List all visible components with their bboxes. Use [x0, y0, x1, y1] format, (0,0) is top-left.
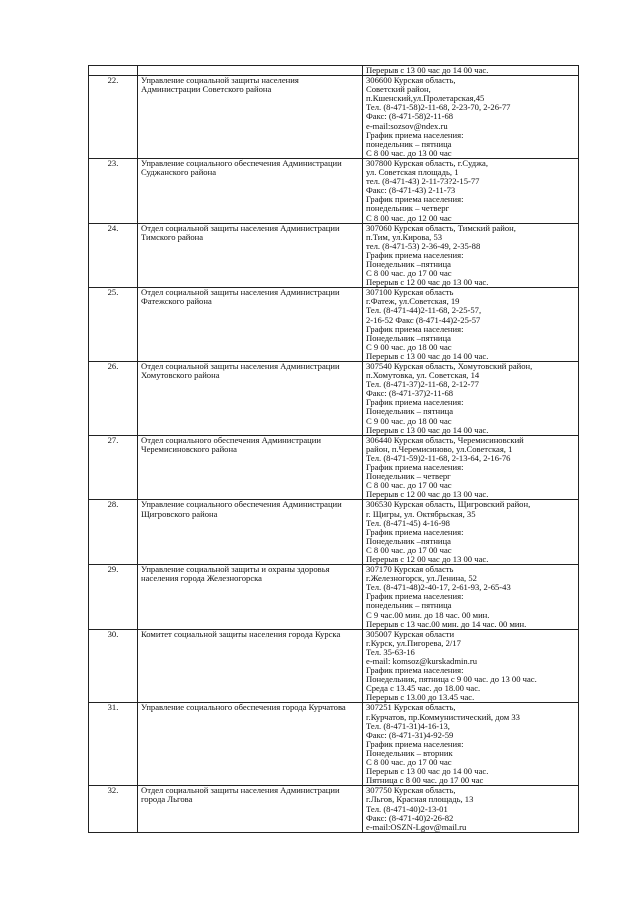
contact-line: 307540 Курская область, Хомутовский район,	[366, 362, 533, 371]
table-row	[89, 629, 579, 703]
contact-details	[363, 223, 579, 288]
contact-line: Понедельник –пятница	[366, 536, 451, 546]
contact-line: С 8 00 час. до 17 00 час	[366, 269, 452, 279]
contact-line: Понедельник –пятница	[366, 259, 451, 269]
contact-line: г.Курчатов, пр.Коммунистический, дом 33	[366, 712, 520, 722]
contact-line: п.Хомутовка, ул. Советская, 14	[366, 371, 480, 381]
contact-line: 307750 Курская область,	[366, 786, 456, 796]
table-row	[89, 500, 579, 565]
contact-line: 307251 Курская область,	[366, 703, 456, 713]
contact-line: Понедельник, пятница с 9 00 час. до 13 00 час.	[366, 675, 537, 685]
contact-details	[363, 629, 579, 703]
row-number: 26.	[89, 362, 138, 436]
table-row	[89, 703, 579, 786]
contact-line: Тел. (8-471-44)2-11-68, 2-25-57,	[366, 306, 482, 316]
contact-line: Тел. (8-471-59)2-11-68, 2-13-64, 2-16-76	[366, 453, 511, 463]
contact-line: С 9 00 час. до 18 00 час	[366, 342, 452, 352]
table-row-continuation	[89, 66, 579, 76]
contact-line: Перерыв с 12 00 час до 13 00 час.	[366, 490, 489, 500]
contact-line: Факс: (8-471-40)2-26-82	[366, 813, 454, 823]
contact-line: 307100 Курская область	[366, 288, 454, 298]
contact-details	[363, 703, 579, 786]
contact-line: понедельник – четверг	[366, 204, 450, 214]
contact-line: 2-16-52 Факс (8-471-44)2-25-57	[366, 315, 481, 325]
contact-line: Тел. (8-471-37)2-11-68, 2-12-77	[366, 380, 479, 390]
contact-line: График приема населения:	[366, 592, 464, 602]
contact-line: Факс: (8-471-37)2-11-68	[366, 389, 454, 399]
table-row	[89, 76, 579, 159]
contact-line: Советский район,	[366, 85, 431, 95]
contact-line: Понедельник – четверг	[366, 472, 451, 482]
row-number	[89, 66, 138, 76]
contact-line: С 9 00 час. до 18 00 час	[366, 416, 452, 426]
contact-details	[363, 288, 579, 362]
row-number: 32.	[89, 786, 138, 832]
contact-line: г.Железногорск, ул.Ленина, 52	[366, 574, 477, 584]
contact-line: График приема населения:	[366, 195, 464, 205]
contact-line: График приема населения:	[366, 130, 464, 140]
contact-line: Перерыв с 13 00 час до 14 00 час.	[366, 66, 489, 75]
organization-name: Отдел социальной защиты населения Администрации Хомутовского района	[138, 362, 363, 436]
contact-line: г.Льгов, Красная площадь, 13	[366, 795, 474, 805]
row-number: 29.	[89, 565, 138, 630]
contact-line: График приема населения:	[366, 463, 464, 473]
contact-line: e-mail:sozsov@ndex.ru	[366, 121, 448, 131]
contact-line: С 8 00 час. до 13 00 час	[366, 148, 452, 158]
table-body	[89, 66, 579, 833]
contact-line: График приема населения:	[366, 324, 464, 334]
contact-line: Тел. (8-471-31)4-16-13,	[366, 721, 450, 731]
contact-line: 307060 Курская область, Тимский район,	[366, 223, 516, 233]
contact-line: 307800 Курская область, г.Суджа,	[366, 158, 488, 168]
contact-line: С 8 00 час. до 17 00 час	[366, 481, 452, 491]
contact-line: Понедельник – вторник	[366, 748, 453, 758]
contact-line: Перерыв с 12 00 час до 13 00 час.	[366, 554, 489, 564]
contact-line: Тел. 35-63-16	[366, 647, 415, 657]
contact-details	[363, 362, 579, 436]
contact-line: 306600 Курская область,	[366, 76, 456, 86]
row-number: 25.	[89, 288, 138, 362]
row-number: 23.	[89, 158, 138, 223]
contact-line: График приема населения:	[366, 527, 464, 537]
contact-line: Понедельник – пятница	[366, 407, 454, 417]
contact-line: 305007 Курская области	[366, 629, 455, 639]
contact-line: Тел. (8-471-48)2-40-17, 2-61-93, 2-65-43	[366, 583, 511, 593]
contact-line: Факс: (8-471-58)2-11-68	[366, 112, 454, 122]
contact-line: понедельник – пятница	[366, 139, 452, 149]
contact-line: Перерыв с 13 00 час до 14 00 час.	[366, 425, 489, 435]
row-number: 27.	[89, 435, 138, 500]
contact-line: район, п.Черемисиново, ул.Советская, 1	[366, 444, 513, 454]
contact-line: График приема населения:	[366, 398, 464, 408]
contact-line: 306530 Курская область, Щигровский район,	[366, 500, 531, 510]
contact-line: Факс: (8-471-43) 2-11-73	[366, 186, 456, 196]
contact-line: г.Фатеж, ул.Советская, 19	[366, 297, 460, 307]
contact-line: 306440 Курская область, Черемисиновский	[366, 435, 524, 445]
organization-name: Отдел социального обеспечения Администрации Черемисиновского района	[138, 435, 363, 500]
organization-name: Управление социального обеспечения Администрации Щигровского района	[138, 500, 363, 565]
contact-details	[363, 158, 579, 223]
contact-line: Факс: (8-471-31)4-92-59	[366, 730, 454, 740]
contact-line: Понедельник –пятница	[366, 333, 451, 343]
organization-name: Отдел социальной защиты населения Администрации Фатежского района	[138, 288, 363, 362]
contact-details	[363, 76, 579, 159]
contact-line: С 8 00 час. до 17 00 час	[366, 545, 452, 555]
row-number: 30.	[89, 629, 138, 703]
contact-line: Перерыв с 13 час.00 мин. до 14 час. 00 мин.	[366, 619, 527, 629]
contact-line: тел. (8-471-43) 2-11-73?2-15-77	[366, 177, 480, 187]
contact-line: e-mail: komsoz@kurskadmin.ru	[366, 657, 478, 666]
contact-line: 307170 Курская область	[366, 565, 454, 575]
contact-line: С 9 час.00 мин. до 18 час. 00 мин.	[366, 610, 490, 620]
contact-details	[363, 565, 579, 630]
contact-line: Тел. (8-471-45) 4-16-98	[366, 518, 450, 528]
row-number: 28.	[89, 500, 138, 565]
contact-line: График приема населения:	[366, 666, 464, 676]
contact-details	[363, 435, 579, 500]
table-row	[89, 565, 579, 630]
organization-name: Отдел социальной защиты населения Администрации города Льгова	[138, 786, 363, 832]
contact-line: Тел. (8-471-40)2-13-01	[366, 804, 448, 814]
contact-line: Перерыв с 13 00 час до 14 00 час.	[366, 351, 489, 361]
contact-line: г.Курск, ул.Пигорева, 2/17	[366, 638, 461, 648]
organization-name	[138, 66, 363, 76]
contact-line: Пятница с 8 00 час. до 17 00 час	[366, 776, 484, 786]
row-number: 24.	[89, 223, 138, 288]
social-services-table	[88, 65, 579, 833]
table-row	[89, 786, 579, 832]
contact-line: Перерыв с 12 00 час до 13 00 час.	[366, 278, 489, 288]
contact-details	[363, 66, 579, 76]
contact-line: График приема населения:	[366, 250, 464, 260]
contact-details	[363, 786, 579, 832]
table-row	[89, 362, 579, 436]
contact-line: Перерыв с 13 00 час до 14 00 час.	[366, 767, 489, 777]
organization-name: Управление социального обеспечения Администрации Суджанского района	[138, 158, 363, 223]
table-row	[89, 158, 579, 223]
contact-line: e-mail:OSZN-Lgov@mail.ru	[366, 822, 467, 832]
contact-line: Тел. (8-471-58)2-11-68, 2-23-70, 2-26-77	[366, 103, 511, 113]
contact-line: п.Кшенский,ул.Пролетарская,45	[366, 94, 485, 104]
contact-line: Среда с 13.45 час. до 18.00 час.	[366, 684, 481, 694]
table-row	[89, 223, 579, 288]
contact-line: С 8 00 час. до 17 00 час	[366, 758, 452, 768]
contact-line: С 8 00 час. до 12 00 час	[366, 213, 452, 223]
contact-line: г. Щигры, ул. Октябрьская, 35	[366, 509, 476, 519]
organization-name: Комитет социальной защиты населения города Курска	[138, 629, 363, 703]
contact-line: тел. (8-471-53) 2-36-49, 2-35-88	[366, 241, 481, 251]
contact-line: Перерыв с 13.00 до 13.45 час.	[366, 693, 475, 703]
contact-line: понедельник – пятница	[366, 601, 452, 611]
table-row	[89, 288, 579, 362]
contact-line: ул. Советская площадь, 1	[366, 168, 459, 178]
organization-name: Управление социальной защиты и охраны здоровья населения города Железногорска	[138, 565, 363, 630]
row-number: 31.	[89, 703, 138, 786]
organization-name: Отдел социальной защиты населения Администрации Тимского района	[138, 223, 363, 288]
organization-name: Управление социальной защиты населения Администрации Советского района	[138, 76, 363, 159]
contact-details	[363, 500, 579, 565]
organization-name: Управление социального обеспечения города Курчатова	[138, 703, 363, 786]
row-number: 22.	[89, 76, 138, 159]
table-row	[89, 435, 579, 500]
contact-line: п.Тим, ул.Кирова, 53	[366, 232, 443, 242]
contact-line: График приема населения:	[366, 739, 464, 749]
